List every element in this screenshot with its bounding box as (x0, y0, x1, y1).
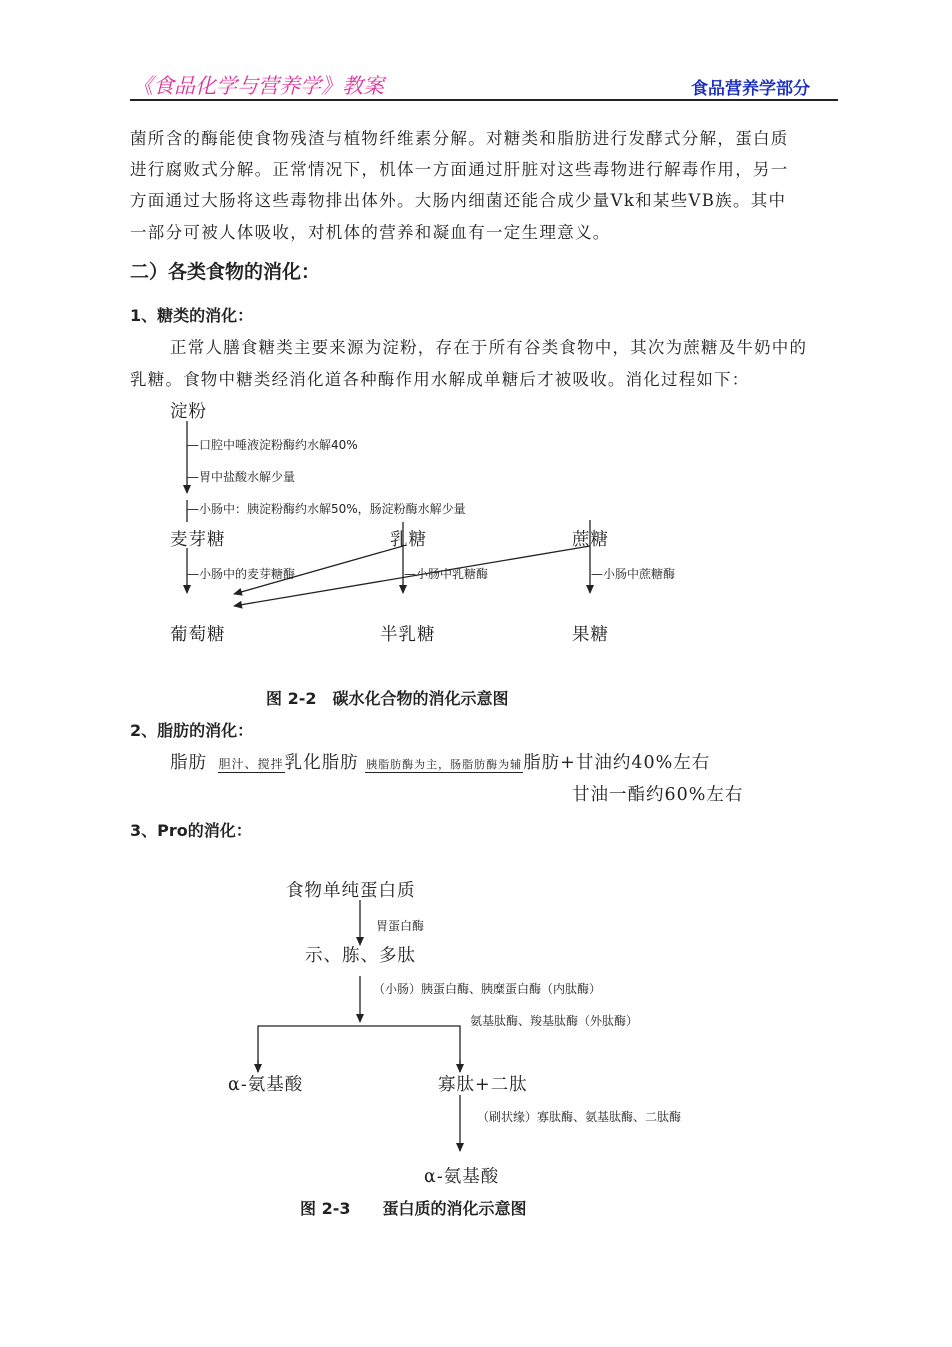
fat-heading: 2、脂肪的消化： (130, 721, 254, 740)
figure-caption-2-2: 图 2-2 碳水化合物的消化示意图 (266, 689, 509, 708)
carb-paragraph-2: 乳糖。食物中糖类经消化道各种酶作用水解成单糖后才被吸收。消化过程如下： (130, 370, 750, 389)
protein-heading: 3、Pro的消化： (130, 821, 252, 840)
emulsified-fat-label: 乳化脂肪 (284, 753, 359, 773)
carb-paragraph-1: 正常人膳食糖类主要来源为淀粉，存在于所有谷类食物中，其次为蔗糖及牛奶中的 (170, 338, 808, 357)
enzyme-maltase: —小肠中的麦芽糖酶 (187, 567, 296, 581)
figure-caption-2-3: 图 2-3 蛋白质的消化示意图 (300, 1199, 527, 1218)
section-heading: 二）各类食物的消化： (130, 261, 321, 283)
intro-line-2: 进行腐败式分解。正常情况下，机体一方面通过肝脏对这些毒物进行解毒作用，另一 (130, 160, 789, 179)
section-label: 食品营养学部分 (691, 79, 810, 99)
lactose-label: 乳糖 (390, 530, 427, 550)
intro-line-3: 方面通过大肠将这些毒物排出体外。大肠内细菌还能合成少量Vk和某些VB族。其中 (130, 191, 787, 210)
amino-acid-label-1: α-氨基酸 (228, 1075, 304, 1095)
galactose-label: 半乳糖 (380, 625, 436, 645)
peptides-label: 示、胨、多肽 (305, 946, 416, 966)
pepsin-label: 胃蛋白酶 (376, 919, 425, 933)
exopeptidase-label: 氨基肽酶、羧基肽酶（外肽酶） (470, 1014, 639, 1028)
step-intestine: —小肠中：胰淀粉酶约水解50%，肠淀粉酶水解少量 (187, 502, 466, 516)
carb-heading: 1、糖类的消化： (130, 306, 254, 325)
sucrose-label: 蔗糖 (572, 530, 609, 550)
enzyme-sucrase: —小肠中蔗糖酶 (591, 567, 676, 581)
glucose-label: 葡萄糖 (170, 625, 226, 645)
lipase-condition: 胰脂肪酶为主，肠脂肪酶为辅 (366, 758, 523, 771)
brush-border-label: （刷状缘）寡肽酶、氨基肽酶、二肽酶 (477, 1110, 682, 1124)
branch-line (258, 1026, 460, 1072)
fructose-label: 果糖 (572, 625, 609, 645)
step-saliva: —口腔中唾液淀粉酶约水解40% (187, 438, 358, 452)
intro-line-1: 菌所含的酶能使食物残渣与植物纤维素分解。对糖类和脂肪进行发酵式分解，蛋白质 (130, 129, 789, 148)
fat-product-2: 甘油一酯约60%左右 (572, 785, 744, 805)
starch-label: 淀粉 (170, 402, 207, 422)
step-stomach: —胃中盐酸水解少量 (187, 470, 296, 484)
oligopeptide-label: 寡肽+二肽 (438, 1075, 528, 1095)
maltose-label: 麦芽糖 (170, 530, 226, 550)
amino-acid-label-2: α-氨基酸 (424, 1167, 500, 1187)
intro-line-4: 一部分可被人体吸收，对机体的营养和凝血有一定生理意义。 (130, 223, 611, 242)
fat-label: 脂肪 (170, 753, 207, 773)
document-title: 《食品化学与营养学》教案 (132, 74, 384, 98)
enzyme-lactase: —小肠中乳糖酶 (404, 567, 489, 581)
fat-product-1: 脂肪+甘油约40%左右 (523, 753, 711, 773)
food-protein-label: 食物单纯蛋白质 (286, 881, 416, 901)
bile-condition: 胆汁、搅拌 (218, 757, 284, 771)
endopeptidase-label: （小肠）胰蛋白酶、胰糜蛋白酶（内肽酶） (373, 982, 602, 996)
